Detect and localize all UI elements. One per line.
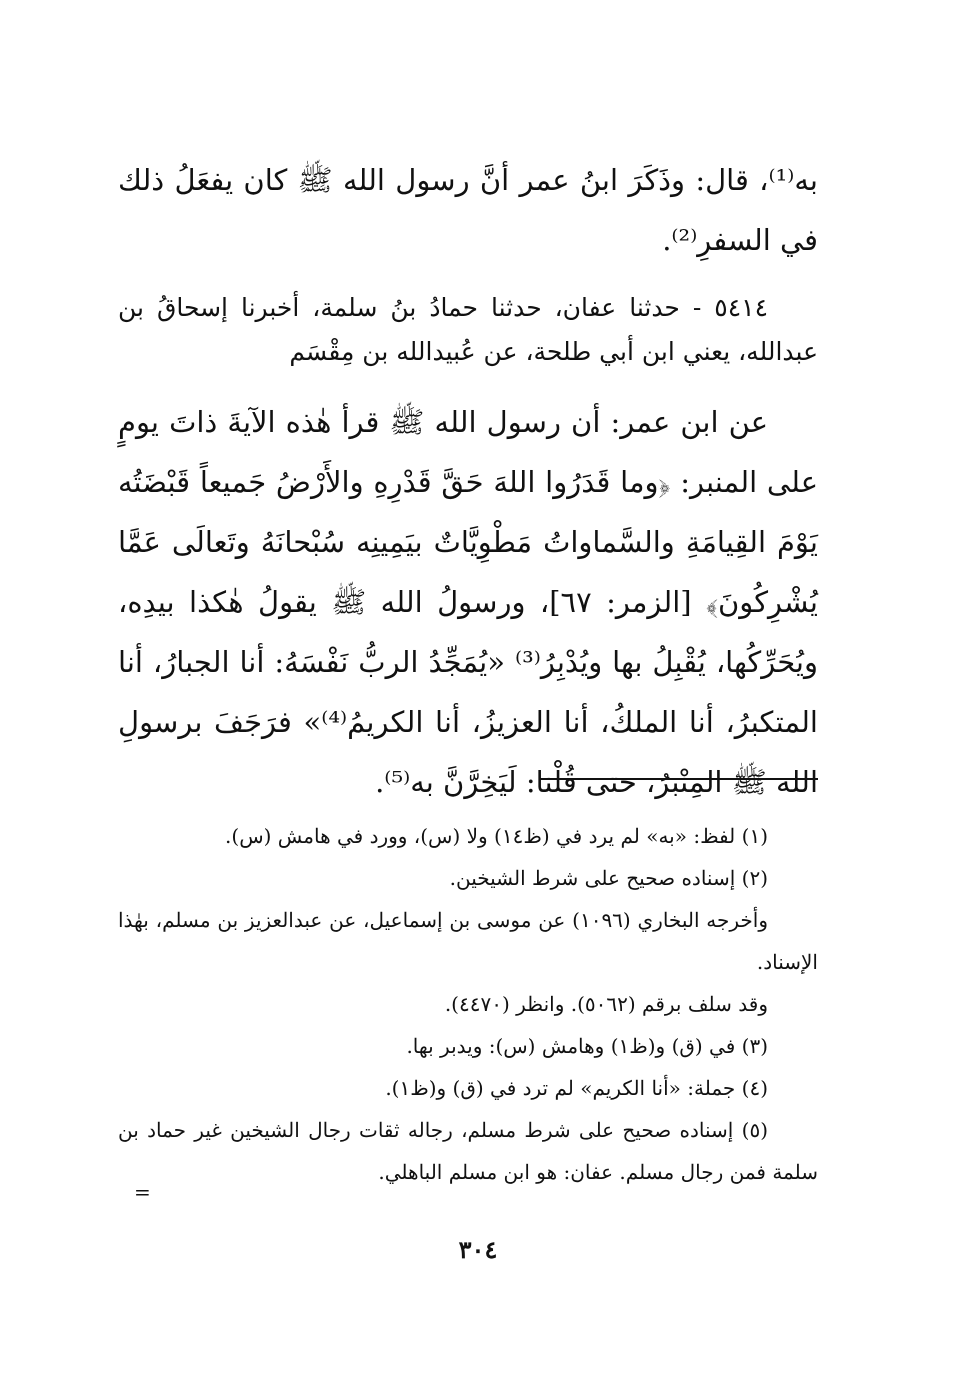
main-text — [118, 150, 818, 812]
page-number: ٣٠٤ — [458, 1235, 498, 1264]
continuation-mark: = — [134, 1180, 151, 1204]
footnote-5: (٥) إسناده صحيح على شرط مسلم، رجاله ثقات رجال الشيخين غير حماد بن سلمة فمن رجال مسلم. عفان: هو ابن مسلم الباهلي. — [118, 1118, 818, 1184]
footnote-2: (٢) إسناده صحيح على شرط الشيخين. — [449, 866, 768, 890]
hadith-matn: عن ابن عمر: أن رسول الله ﷺ قرأ هٰذه الآيةَ ذاتَ يومٍ على المنبر: ﴿وما قَدَرُوا اللهَ حَقَّ قَدْرِهِ والأَرْضُ جَميعاً قَبْضَتُه يَوْمَ القِيامَةِ والسَّماواتُ مَطْوِيَّاتٌ بيَمِينِه سُبْحانَهُ وتَعالَى عَمَّا يُشْرِكُونَ﴾ [الزمر: ٦٧]، ورسولُ الله ﷺ يقولُ هٰكذا بيدِه، ويُحَرِّكُها، يُقْبِلُ بها ويُدْبِرُ⁽³⁾ «يُمَجِّدُ الربُّ نَفْسَهُ: أنا الجبارُ، أنا المتكبرُ، أنا الملكُ، أنا العزيزُ، أنا الكريمُ⁽⁴⁾» فرَجَفَ برسولِ الله ﷺ المِنْبرُ، حتى قُلْنا: لَيَخِرَّنَّ به⁽⁵⁾. — [118, 405, 818, 799]
opening-paragraph: به⁽¹⁾، قال: وذَكَرَ ابنُ عمر أنَّ رسول الله ﷺ كان يفعَلُ ذلك في السفرِ⁽²⁾. — [118, 163, 818, 257]
footnote-2-crossref: وقد سلف برقم (٥٠٦٢). وانظر (٤٤٧٠). — [444, 992, 768, 1016]
footnote-1: (١) لفظ: «به» لم يرد في (ظ١٤) ولا (س)، وورد في هامش (س). — [225, 824, 768, 848]
footnote-4: (٤) جملة: «أنا الكريم» لم ترد في (ق) و(ظ١). — [385, 1076, 768, 1100]
hadith-isnad: ٥٤١٤ - حدثنا عفان، حدثنا حمادُ بنُ سلمة، أخبرنا إسحاقُ بن عبدالله، يعني ابن أبي طلحة، عن عُبيدالله بن مِقْسَم — [118, 293, 818, 366]
footnotes — [118, 815, 818, 1193]
footnote-divider — [540, 778, 818, 780]
footnote-2-takhrij: وأخرجه البخاري (١٠٩٦) عن موسى بن إسماعيل، عن عبدالعزيز بن مسلم، بهٰذا الإسناد. — [118, 908, 818, 974]
footnote-3: (٣) في (ق) و(ظ١) وهامش (س): ويدبر بها. — [406, 1034, 768, 1058]
